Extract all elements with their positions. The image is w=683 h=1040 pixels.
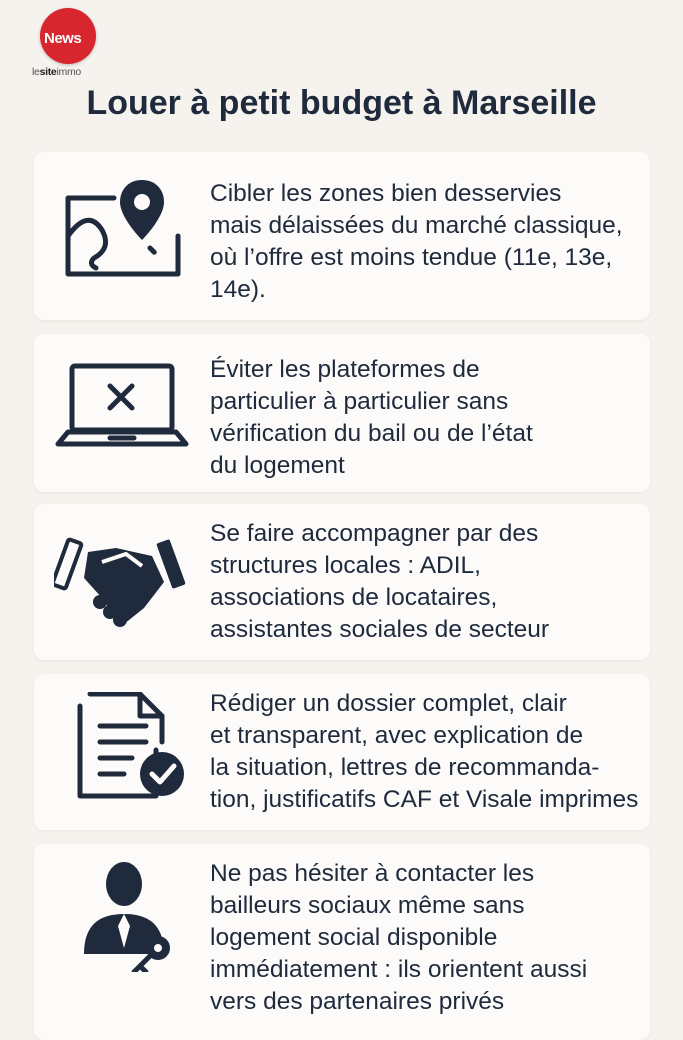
brand-bold: site [39, 66, 57, 78]
brand-prefix: le [32, 66, 40, 78]
laptop-cross-icon [54, 358, 194, 468]
map-pin-icon [54, 178, 194, 288]
brand-name [32, 66, 81, 78]
brand-suffix: immo [56, 66, 81, 78]
tip-text-4: Rédiger un dossier complet, clair et transparent, avec explication de la situation, lettres de recommanda- tion, justificatifs CAF et Visale imprimes [210, 690, 639, 813]
document-check-icon [54, 692, 194, 802]
news-badge-label: News [44, 30, 82, 47]
brand-logo[interactable] [32, 8, 112, 80]
handshake-icon [54, 532, 194, 642]
tip-text-5: Ne pas hésiter à contacter les bailleurs sociaux même sans logement social disponible immédiatement : ils orientent aussi vers des partenaires privés [210, 860, 588, 1015]
tip-text-3: Se faire accompagner par des structures locales : ADIL, associations de locataires, assistantes sociales de secteur [210, 520, 550, 643]
page-title: Louer à petit budget à Marseille [86, 84, 597, 122]
tip-card-1 [34, 152, 650, 320]
tip-text-1: Cibler les zones bien desservies mais délaissées du marché classique, où l’offre est moins tendue (11e, 13e, 14e). [210, 180, 623, 303]
tip-text-2: Éviter les plateformes de particulier à particulier sans vérification du bail ou de l’état du logement [210, 356, 533, 479]
tip-card-2 [34, 334, 650, 492]
tip-card-5 [34, 844, 650, 1040]
tip-card-4 [34, 674, 650, 830]
person-key-icon [54, 862, 194, 972]
tip-card-3 [34, 504, 650, 660]
